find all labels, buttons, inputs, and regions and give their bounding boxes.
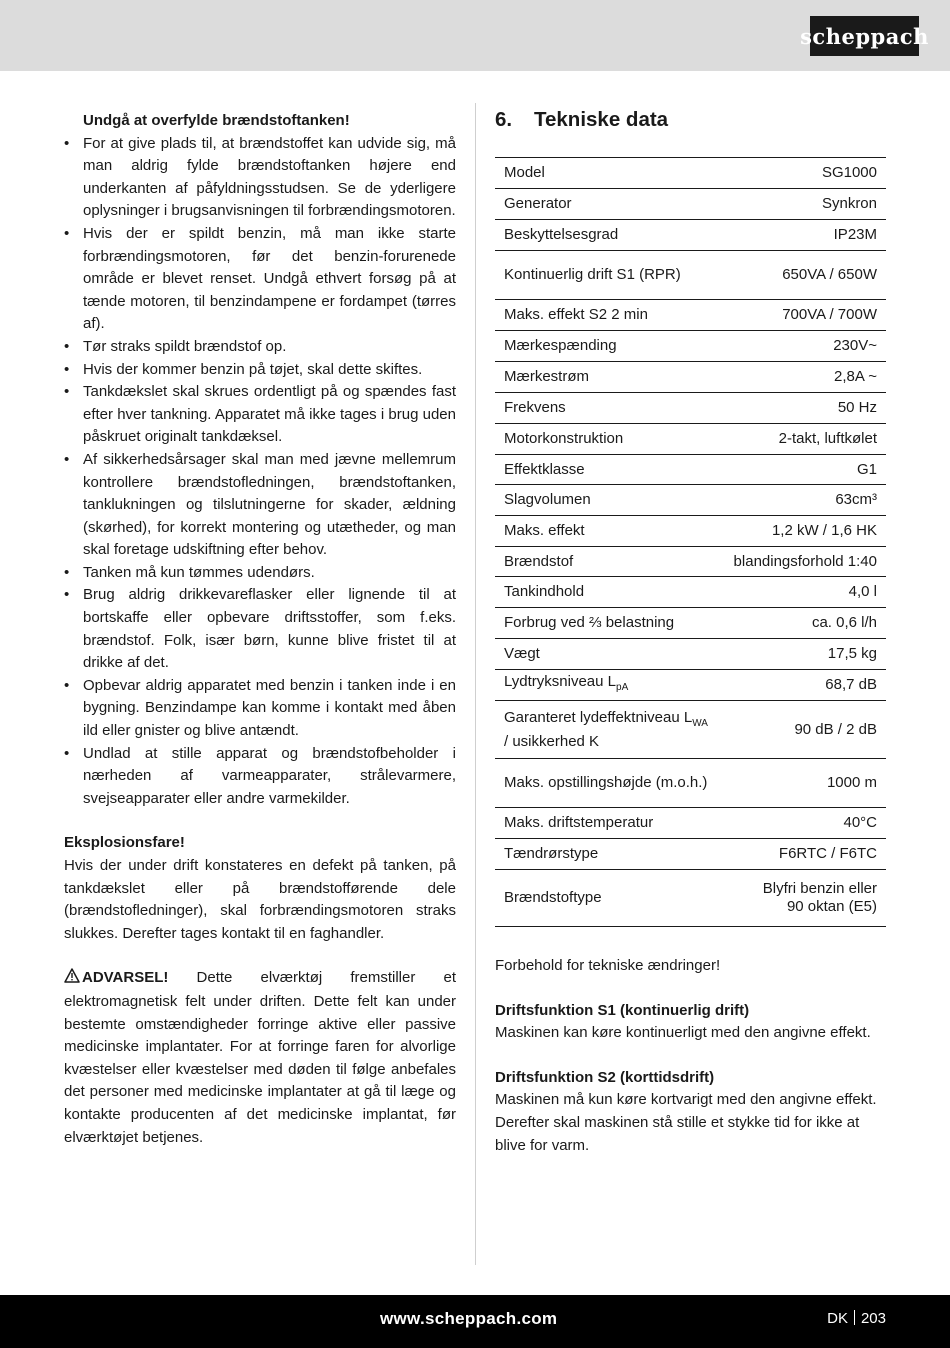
s1-heading: Driftsfunktion S1 (kontinuerlig drift) bbox=[495, 1001, 750, 1019]
table-row bbox=[495, 670, 886, 701]
table-row bbox=[495, 251, 886, 300]
spec-label: Mærkestrøm bbox=[495, 362, 723, 393]
spec-value: G1 bbox=[723, 455, 886, 485]
table-row bbox=[495, 577, 886, 608]
technical-data-table bbox=[495, 157, 886, 927]
list-item: • Tanken må kun tømmes udendørs. bbox=[64, 562, 456, 585]
column-divider bbox=[475, 103, 476, 1265]
spec-label: Tankindhold bbox=[495, 577, 723, 608]
table-row bbox=[495, 362, 886, 393]
list-item: • For at give plads til, at brændstoffet kan udvide sig, må man aldrig fylde brændstoftanken højere end underkanten af påfyldningsstudsen. Se de yderligere oplysninger i brugsanvisningen til forbrændingsmotoren. bbox=[64, 133, 456, 223]
table-row bbox=[495, 547, 886, 577]
list-item: • Hvis der kommer benzin på tøjet, skal dette skiftes. bbox=[64, 359, 456, 382]
section-number: 6. bbox=[495, 108, 513, 131]
explosion-heading: Eksplosionsfare! bbox=[64, 834, 185, 852]
spec-label: Forbrug ved ⅔ belastning bbox=[495, 608, 723, 639]
spec-value: 1,2 kW / 1,6 HK bbox=[723, 516, 886, 547]
table-row bbox=[495, 158, 886, 189]
spec-label: Brændstoftype bbox=[495, 870, 723, 927]
spec-value: SG1000 bbox=[723, 158, 886, 189]
spec-value: 2-takt, luftkølet bbox=[723, 424, 886, 455]
spec-value: blandingsforhold 1:40 bbox=[723, 547, 886, 577]
table-row bbox=[495, 424, 886, 455]
spec-value: 17,5 kg bbox=[723, 639, 886, 670]
s2-heading: Driftsfunktion S2 (korttidsdrift) bbox=[495, 1068, 715, 1086]
page-number bbox=[827, 1310, 886, 1327]
spec-label: Slagvolumen bbox=[495, 485, 723, 516]
spec-value: 4,0 l bbox=[723, 577, 886, 608]
section-title-text: Tekniske data bbox=[534, 108, 669, 131]
spec-value: 1000 m bbox=[723, 759, 886, 808]
list-item: • Opbevar aldrig apparatet med benzin i tanken inde i en bygning. Benzindampe kan komme i kontakt med åben ild eller gnister og blive antændt. bbox=[64, 675, 456, 743]
list-item: • Af sikkerhedsårsager skal man med jævne mellemrum kontrollere brændstofledningen, brændstoftanken, tanklukningen og tilslutningerne for skader, ældning (skørhed), for korrekt montering og utætheder, og man skal foretage udskiftning efter behov. bbox=[64, 449, 456, 562]
spec-value: 68,7 dB bbox=[723, 670, 886, 701]
explosion-text: Hvis der under drift konstateres en defekt på tanken, på tankdækslet eller på brændstofførende dele (brændstofledninger), skal forbrændingsmotoren straks slukkes. Derefter tages kontakt til en faghandler. bbox=[64, 857, 456, 942]
notes-block bbox=[495, 955, 886, 1157]
list-item: • Tankdækslet skal skrues ordentligt på og spændes fast efter hver tankning. Apparatet må ikke tages i brug uden påskruet originalt tankdæksel. bbox=[64, 381, 456, 449]
page-number-value: 203 bbox=[860, 1310, 886, 1327]
warning-text: Dette elværktøj fremstiller et elektromagnetisk felt under driften. Dette felt kan under bestemte omstændigheder forringe aktive eller passive medicinske implantater. For at forringe faren for alvorlige kvæstelser eller kvæstelser med døden til følge anbefales det personer med medicinske implantater at gå til læge og kontakte producenten af det medicinske implantat, før elværktøjet betjenes. bbox=[64, 969, 456, 1146]
spec-value: 700VA / 700W bbox=[723, 300, 886, 331]
website-link[interactable]: www.scheppach.com bbox=[380, 1309, 558, 1328]
spec-value: Blyfri benzin eller 90 oktan (E5) bbox=[723, 870, 886, 927]
spec-label: Maks. driftstemperatur bbox=[495, 808, 723, 839]
table-row bbox=[495, 485, 886, 516]
warning-label: ADVARSEL! bbox=[82, 969, 169, 987]
table-row bbox=[495, 220, 886, 251]
warning-paragraph bbox=[64, 967, 456, 1149]
spec-label: Model bbox=[495, 158, 723, 189]
spec-label: Garanteret lydeffektniveau $L_{WA}$ / usikkerhed K bbox=[495, 701, 723, 759]
spec-value: 63cm³ bbox=[723, 485, 886, 516]
table-row bbox=[495, 759, 886, 808]
list-item: • Hvis der er spildt benzin, må man ikke starte forbrændingsmotoren, før det benzin-forurenede område er blevet renset. Undgå ethvert forsøg på at tænde motoren, til benzindampene er fordampet (tørres af). bbox=[64, 223, 456, 336]
spec-value: 230V~ bbox=[723, 331, 886, 362]
scheppach-logo: scheppach bbox=[810, 16, 919, 56]
table-row bbox=[495, 870, 886, 927]
list-item: • Brug aldrig drikkevareflasker eller lignende til at bortskaffe eller opbevare driftsstoffer, som f.eks. brændstof. Folk, især børn, kunne blive fristet til at drikke af det. bbox=[64, 584, 456, 674]
table-row bbox=[495, 808, 886, 839]
page-footer bbox=[0, 1295, 950, 1348]
table-row bbox=[495, 516, 886, 547]
spec-label: Brændstof bbox=[495, 547, 723, 577]
spec-value: 650VA / 650W bbox=[723, 251, 886, 300]
spec-value: 90 dB / 2 dB bbox=[723, 701, 886, 759]
spec-label: Vægt bbox=[495, 639, 723, 670]
left-column bbox=[64, 110, 456, 1149]
spec-label: Maks. effekt S2 2 min bbox=[495, 300, 723, 331]
table-row bbox=[495, 608, 886, 639]
spec-value: ca. 0,6 l/h bbox=[723, 608, 886, 639]
table-row bbox=[495, 455, 886, 485]
reservation-note: Forbehold for tekniske ændringer! bbox=[495, 957, 721, 974]
list-item: • Undlad at stille apparat og brændstofbeholder i nærheden af varmeapparater, strålevarmere, svejseapparater eller andre varmekilder. bbox=[64, 743, 456, 811]
s1-text: Maskinen kan køre kontinuerligt med den angivne effekt. bbox=[495, 1024, 871, 1042]
spec-label: Effektklasse bbox=[495, 455, 723, 485]
spec-label: Kontinuerlig drift S1 (RPR) bbox=[495, 251, 723, 300]
spec-label: Generator bbox=[495, 189, 723, 220]
spec-label: Tændrørstype bbox=[495, 839, 723, 870]
spec-value: 2,8A ~ bbox=[723, 362, 886, 393]
spec-value: F6RTC / F6TC bbox=[723, 839, 886, 870]
page-header bbox=[0, 0, 950, 71]
s2-text: Maskinen må kun køre kortvarigt med den angivne effekt. Derefter skal maskinen stå stille et stykke tid for ikke at blive for varm. bbox=[495, 1091, 877, 1154]
spec-label: Beskyttelsesgrad bbox=[495, 220, 723, 251]
language-code: DK bbox=[827, 1310, 848, 1327]
table-row bbox=[495, 189, 886, 220]
section-title bbox=[495, 104, 886, 157]
spec-label: Frekvens bbox=[495, 393, 723, 424]
right-column bbox=[495, 104, 886, 1157]
table-row bbox=[495, 701, 886, 759]
table-row bbox=[495, 839, 886, 870]
spec-value: 50 Hz bbox=[723, 393, 886, 424]
spec-value: 40°C bbox=[723, 808, 886, 839]
safety-bullet-list bbox=[64, 133, 456, 811]
spec-label: Motorkonstruktion bbox=[495, 424, 723, 455]
table-row bbox=[495, 300, 886, 331]
spec-value: Synkron bbox=[723, 189, 886, 220]
spec-label: Mærkespænding bbox=[495, 331, 723, 362]
spec-label: Maks. opstillingshøjde (m.o.h.) bbox=[495, 759, 723, 808]
table-row bbox=[495, 331, 886, 362]
warning-triangle-icon bbox=[64, 968, 82, 991]
spec-label: Lydtryksniveau $L_{pA}$ bbox=[495, 670, 723, 701]
spec-value: IP23M bbox=[723, 220, 886, 251]
list-item: • Tør straks spildt brændstof op. bbox=[64, 336, 456, 359]
spec-label: Maks. effekt bbox=[495, 516, 723, 547]
table-row bbox=[495, 639, 886, 670]
table-row bbox=[495, 393, 886, 424]
overfill-subheading: Undgå at overfylde brændstoftanken! bbox=[83, 112, 350, 129]
